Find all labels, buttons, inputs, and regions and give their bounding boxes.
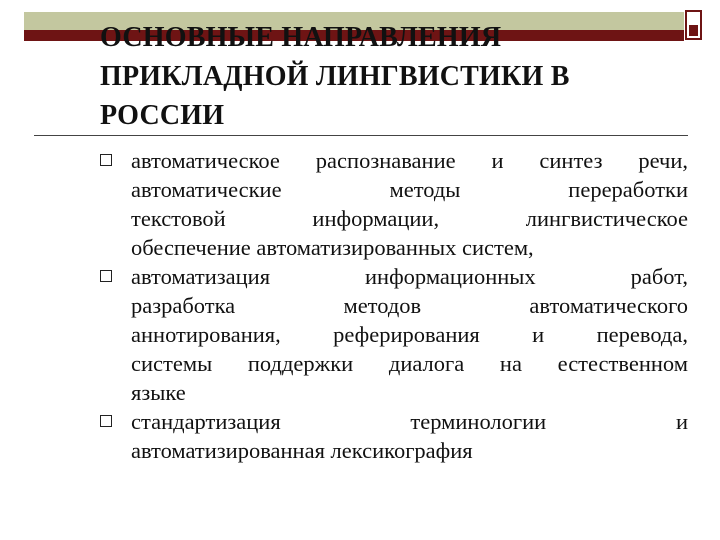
bullet-line: автоматические методы переработки xyxy=(131,177,688,202)
corner-square-icon xyxy=(685,10,702,40)
bullet-item xyxy=(100,407,688,465)
bullet-line: разработка методов автоматического xyxy=(131,293,688,318)
bullet-line: обеспечение автоматизированных систем, xyxy=(131,235,534,260)
bullet-line: текстовой информации, лингвистическое xyxy=(131,206,688,231)
hollow-square-icon xyxy=(100,154,112,166)
bullet-line: автоматизированная лексикография xyxy=(131,438,473,463)
bullet-line: автоматизация информационных работ, xyxy=(131,264,688,289)
bullet-item xyxy=(100,146,688,262)
bullet-line: стандартизация терминологии и xyxy=(131,409,688,434)
title-divider xyxy=(34,135,688,136)
bullet-line: языке xyxy=(131,380,186,405)
bullet-list xyxy=(100,146,688,465)
slide-title: ОСНОВНЫЕ НАПРАВЛЕНИЯ ПРИКЛАДНОЙ ЛИНГВИСТИКИ В РОССИИ xyxy=(100,22,570,131)
hollow-square-icon xyxy=(100,270,112,282)
bullet-item xyxy=(100,262,688,407)
bullet-line: автоматическое распознавание и синтез речи, xyxy=(131,148,688,173)
hollow-square-icon xyxy=(100,415,112,427)
bullet-line: аннотирования, реферирования и перевода, xyxy=(131,322,688,347)
bullet-line: системы поддержки диалога на естественном xyxy=(131,351,688,376)
